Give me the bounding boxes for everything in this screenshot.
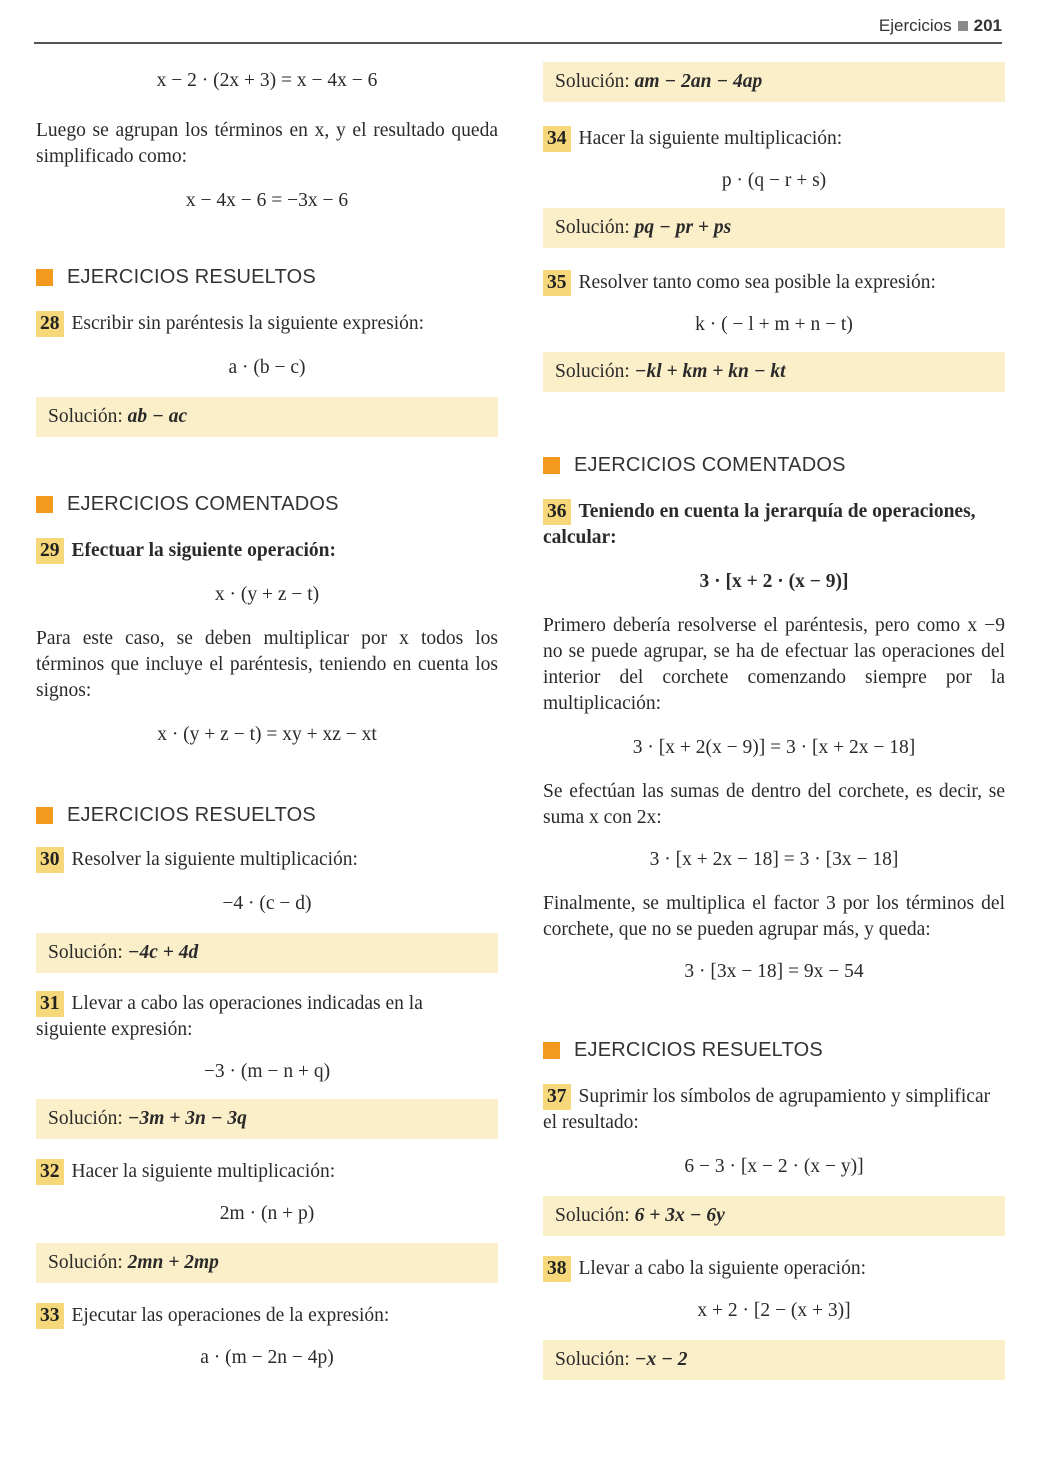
header-square-icon (958, 21, 968, 31)
equation: −3 · (m − n + q) (203, 1061, 331, 1082)
solution-label: Solución: (555, 1349, 630, 1370)
equation: x · (y + z − t) = xy + xz − xt (157, 724, 377, 745)
solution-value: −x − 2 (634, 1349, 688, 1370)
exercise-number: 37 (543, 1084, 571, 1110)
exercise-text: Hacer la siguiente multiplicación: (578, 128, 843, 149)
solution-box (36, 933, 498, 973)
equation: x − 2 · (2x + 3) = x − 4x − 6 (156, 70, 378, 91)
exercise-text: Escribir sin paréntesis la siguiente expresión: (71, 313, 425, 334)
exercise-text: Teniendo en cuenta la jerarquía de operaciones, calcular: (543, 501, 976, 548)
solution-label: Solución: (48, 942, 123, 963)
solution-label: Solución: (48, 1108, 123, 1129)
exercise-text: Efectuar la siguiente operación: (71, 540, 336, 561)
equation: −4 · (c − d) (222, 893, 312, 914)
exercise-number: 35 (543, 270, 571, 296)
paragraph: Finalmente, se multiplica el factor 3 por los términos del corchete, que no se pueden agrupar más, y queda: (543, 893, 1005, 940)
paragraph: Se efectúan las sumas de dentro del corchete, es decir, se suma x con 2x: (543, 781, 1005, 828)
solution-box (36, 1243, 498, 1283)
exercise-number: 29 (36, 538, 64, 564)
section-heading (36, 266, 498, 289)
exercise-33 (36, 1303, 498, 1329)
exercise-number: 32 (36, 1159, 64, 1185)
solution-value: 2mn + 2mp (127, 1252, 219, 1273)
paragraph: Primero debería resolverse el paréntesis, pero como x −9 no se puede agrupar, se ha de efectuar las operaciones del interior del corchete comenzando siempre por la multiplicación: (543, 615, 1005, 714)
left-column (36, 62, 498, 1371)
orange-square-icon (36, 496, 53, 513)
page-header (879, 16, 1002, 36)
page-number: 201 (973, 16, 1002, 35)
solution-label: Solución: (555, 1205, 630, 1226)
solution-value: −kl + km + kn − kt (634, 361, 786, 382)
solution-value: 6 + 3x − 6y (634, 1205, 725, 1226)
equation: x · (y + z − t) (214, 584, 320, 605)
exercise-31 (36, 991, 498, 1043)
section-title: EJERCICIOS COMENTADOS (574, 454, 846, 476)
exercise-28 (36, 311, 498, 337)
solution-label: Solución: (555, 217, 630, 238)
solution-value: −3m + 3n − 3q (127, 1108, 247, 1129)
exercise-text: Suprimir los símbolos de agrupamiento y simplificar el resultado: (543, 1086, 991, 1133)
exercise-text: Llevar a cabo la siguiente operación: (578, 1258, 866, 1279)
solution-label: Solución: (555, 361, 630, 382)
exercise-number: 28 (36, 311, 64, 337)
solution-value: am − 2an − 4ap (634, 71, 763, 92)
paragraph: Luego se agrupan los términos en x, y el resultado queda simplificado como: (36, 120, 498, 167)
equation: 3 · [x + 2 · (x − 9)] (699, 571, 849, 592)
solution-value: −4c + 4d (127, 942, 199, 963)
exercise-text: Ejecutar las operaciones de la expresión: (71, 1305, 390, 1326)
exercise-32 (36, 1159, 498, 1185)
orange-square-icon (36, 269, 53, 286)
exercise-34 (543, 126, 1005, 152)
section-title: EJERCICIOS COMENTADOS (67, 493, 339, 515)
solution-box (543, 352, 1005, 392)
header-rule (34, 42, 1002, 44)
solution-box (36, 397, 498, 437)
section-title: EJERCICIOS RESUELTOS (574, 1039, 823, 1061)
equation: a · (m − 2n − 4p) (200, 1347, 334, 1368)
solution-label: Solución: (555, 71, 630, 92)
right-column (543, 62, 1005, 1380)
solution-box (543, 1340, 1005, 1380)
solution-box (36, 1099, 498, 1139)
header-section: Ejercicios (878, 16, 952, 35)
section-heading (543, 454, 1005, 477)
equation: 6 − 3 · [x − 2 · (x − y)] (684, 1156, 864, 1177)
solution-box (543, 62, 1005, 102)
solution-box (543, 208, 1005, 248)
equation: k · ( − l + m + n − t) (695, 314, 853, 335)
exercise-text: Llevar a cabo las operaciones indicadas en la siguiente expresión: (36, 993, 423, 1040)
exercise-number: 34 (543, 126, 571, 152)
exercise-number: 33 (36, 1303, 64, 1329)
solution-label: Solución: (48, 1252, 123, 1273)
solution-value: ab − ac (127, 406, 188, 427)
exercise-text: Resolver tanto como sea posible la expresión: (578, 272, 936, 293)
exercise-30 (36, 847, 498, 873)
orange-square-icon (543, 1042, 560, 1059)
equation: 2m · (n + p) (219, 1203, 315, 1224)
equation: x + 2 · [2 − (x + 3)] (697, 1300, 851, 1321)
section-heading (36, 493, 498, 516)
exercise-35 (543, 270, 1005, 296)
solution-box (543, 1196, 1005, 1236)
exercise-text: Resolver la siguiente multiplicación: (71, 849, 358, 870)
section-title: EJERCICIOS RESUELTOS (67, 804, 316, 826)
equation: p · (q − r + s) (721, 170, 827, 191)
exercise-38 (543, 1256, 1005, 1282)
exercise-number: 31 (36, 991, 64, 1017)
section-heading (543, 1039, 1005, 1062)
equation: 3 · [x + 2x − 18] = 3 · [3x − 18] (649, 849, 899, 870)
exercise-text: Hacer la siguiente multiplicación: (71, 1161, 336, 1182)
exercise-37 (543, 1084, 1005, 1136)
exercise-29 (36, 538, 498, 564)
orange-square-icon (543, 457, 560, 474)
exercise-36 (543, 499, 1005, 551)
equation: 3 · [3x − 18] = 9x − 54 (684, 961, 864, 982)
solution-value: pq − pr + ps (634, 217, 732, 238)
equation: x − 4x − 6 = −3x − 6 (185, 190, 349, 211)
equation: 3 · [x + 2(x − 9)] = 3 · [x + 2x − 18] (632, 737, 916, 758)
section-heading (36, 804, 498, 827)
solution-label: Solución: (48, 406, 123, 427)
exercise-number: 36 (543, 499, 571, 525)
paragraph: Para este caso, se deben multiplicar por x todos los términos que incluye el paréntesis, teniendo en cuenta los signos: (36, 628, 498, 701)
section-title: EJERCICIOS RESUELTOS (67, 266, 316, 288)
equation: a · (b − c) (228, 357, 306, 378)
exercise-number: 38 (543, 1256, 571, 1282)
orange-square-icon (36, 807, 53, 824)
exercise-number: 30 (36, 847, 64, 873)
